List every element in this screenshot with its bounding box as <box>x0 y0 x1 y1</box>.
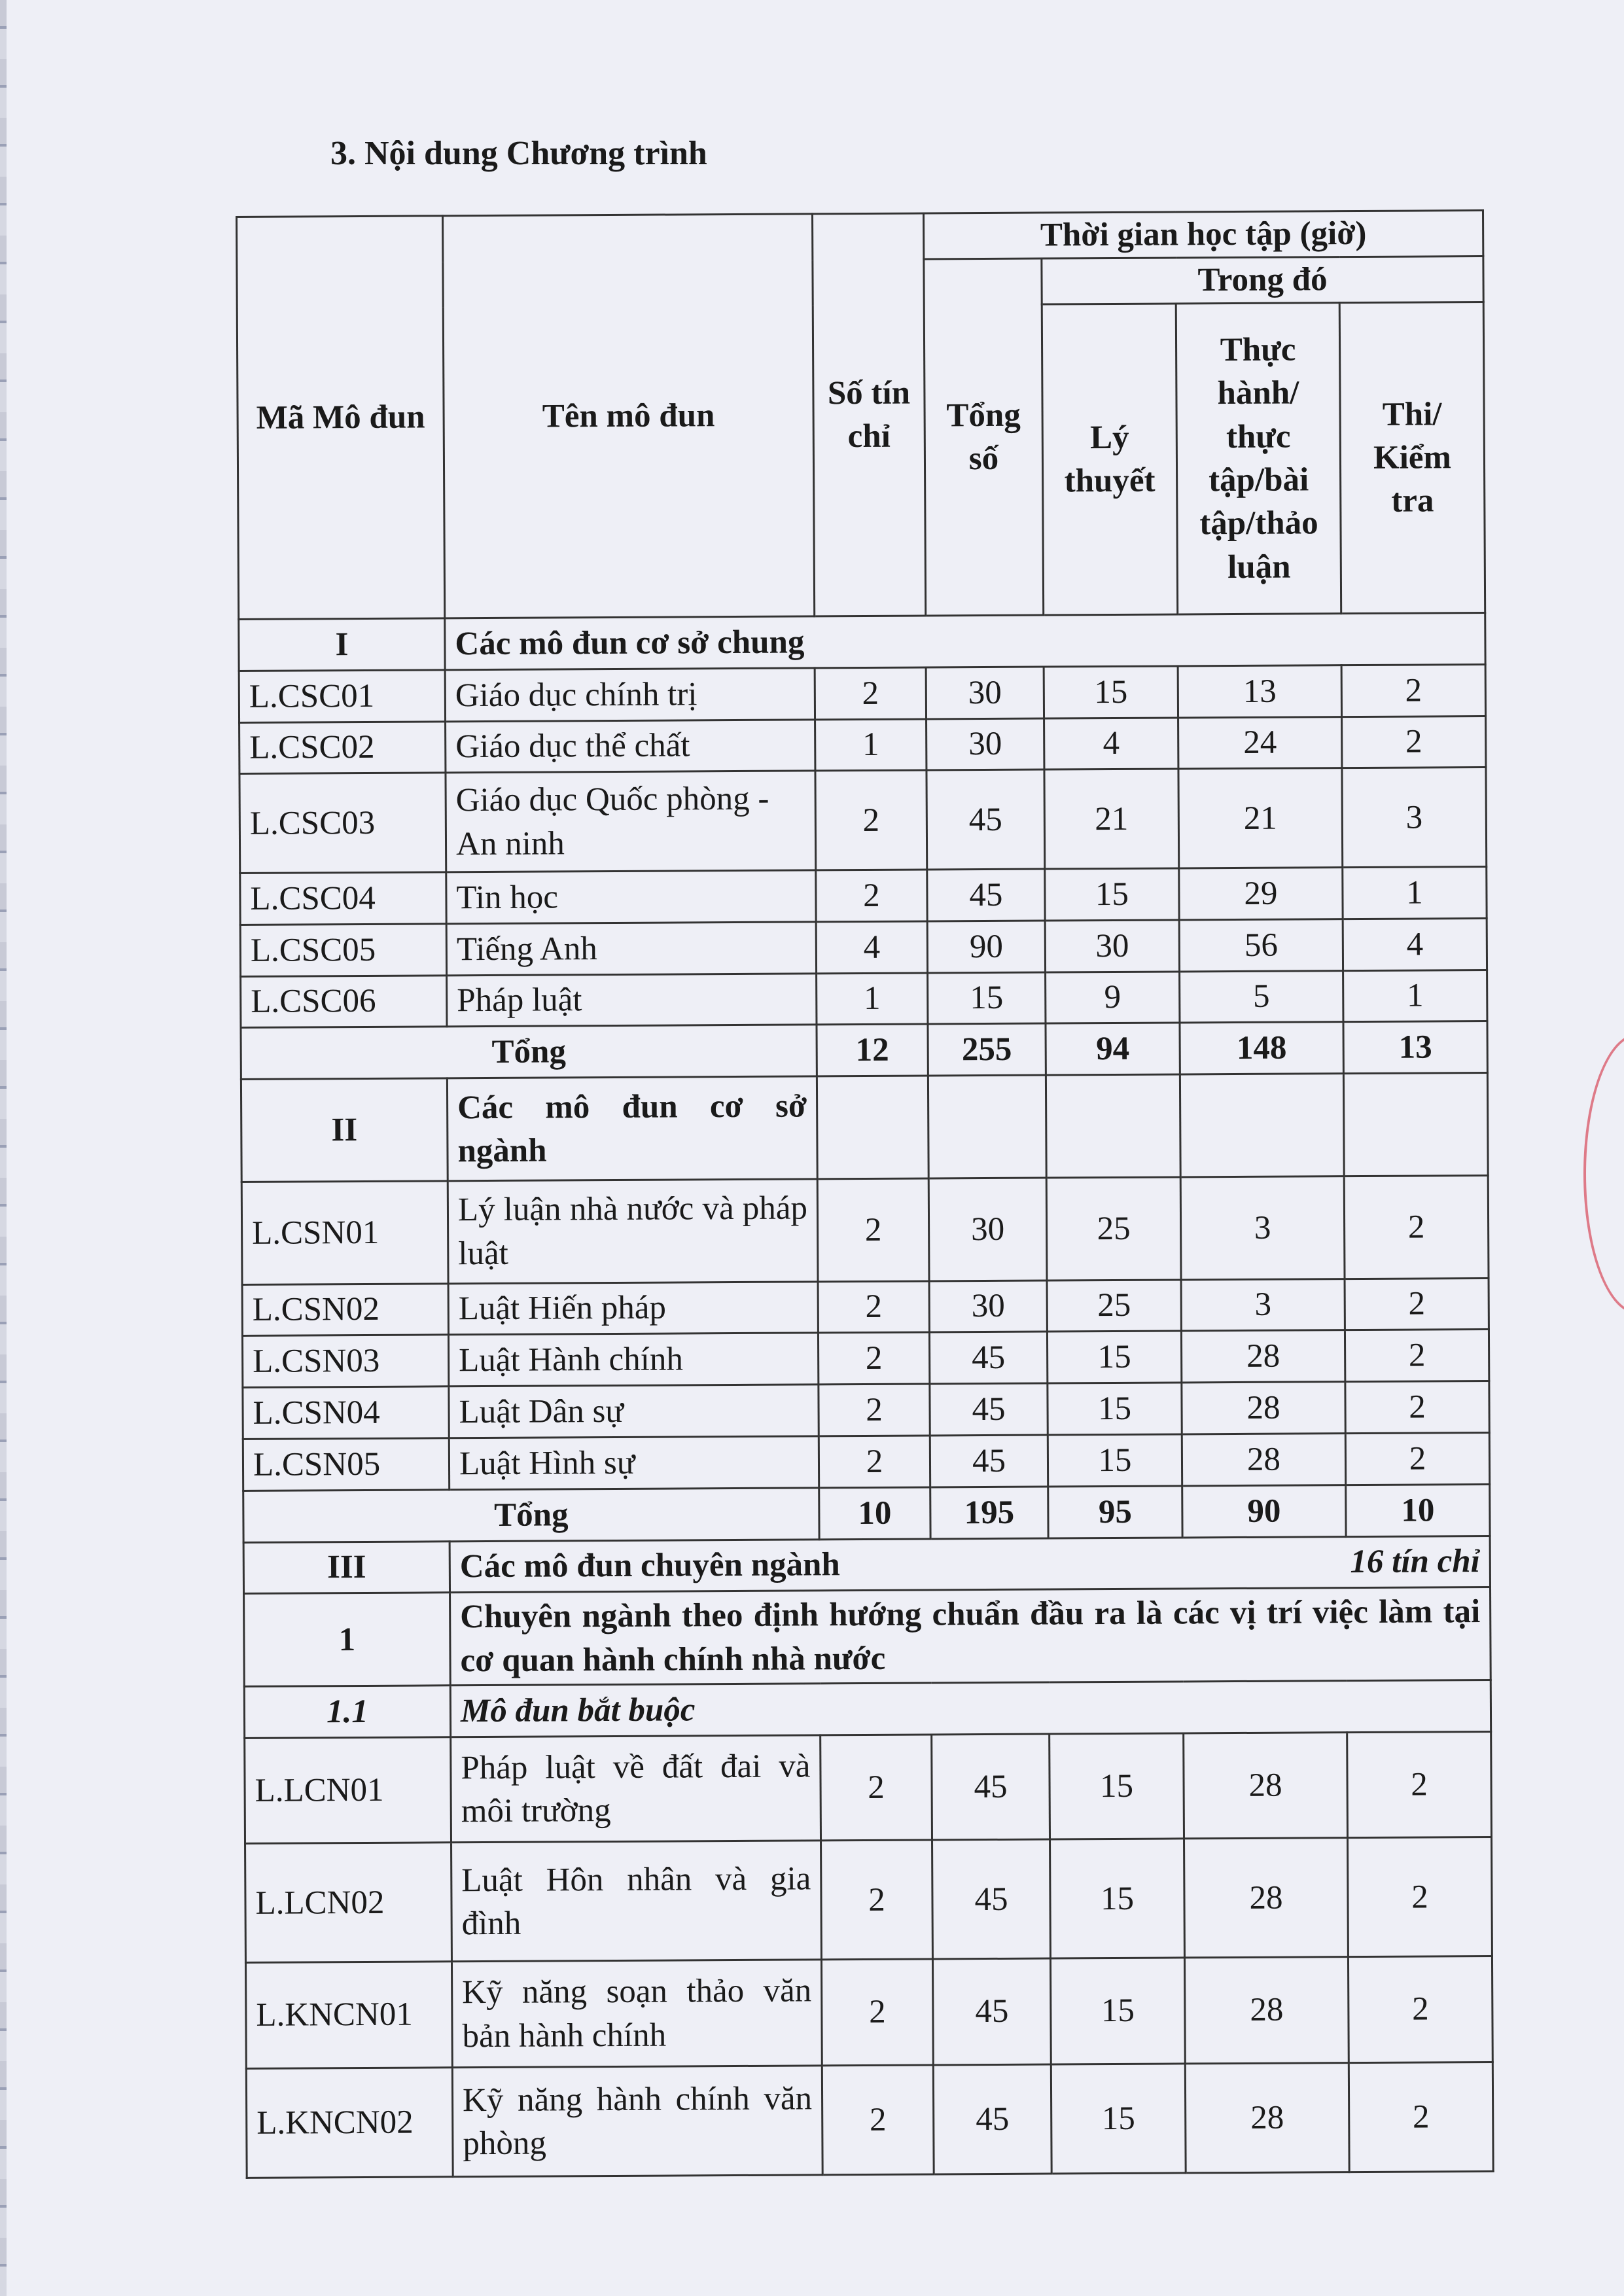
exam-cell: 1 <box>1343 970 1487 1022</box>
theory-cell: 15 <box>1044 666 1178 718</box>
col-header-code: Mã Mô đun <box>237 216 445 620</box>
credits-cell: 2 <box>821 1735 932 1841</box>
theory-cell: 15 <box>1051 2064 1186 2174</box>
module-name: Pháp luật về đất đai và môi trường <box>451 1735 821 1843</box>
total-hours-cell: 45 <box>927 869 1045 921</box>
practice-cell: 21 <box>1178 768 1343 868</box>
table-row <box>239 664 1485 722</box>
col-header-exam: Thi/ Kiểm tra <box>1339 302 1485 614</box>
practice-cell: 28 <box>1184 1732 1348 1839</box>
credits-cell: 2 <box>819 1436 930 1488</box>
exam-cell: 2 <box>1345 1381 1489 1434</box>
stamp-ring <box>1583 1034 1624 1314</box>
module-code: L.KNCN01 <box>245 1962 452 2068</box>
practice-cell: 28 <box>1185 2063 1349 2173</box>
col-header-total: Tổng số <box>924 258 1044 616</box>
col-header-of-which: Trong đó <box>1042 256 1483 305</box>
module-code: L.CSC01 <box>239 670 445 722</box>
col-header-credits: Số tín chỉ <box>812 213 925 616</box>
subgroup-code: 1.1 <box>244 1686 450 1738</box>
table-row <box>240 918 1487 976</box>
practice-cell: 56 <box>1179 919 1343 971</box>
empty-cell <box>1180 1074 1344 1177</box>
total-hours-cell: 30 <box>929 1280 1047 1333</box>
total-hours-cell: 90 <box>927 921 1045 973</box>
col-header-theory: Lý thuyết <box>1042 304 1177 615</box>
module-name: Kỹ năng soạn thảo văn bản hành chính <box>451 1960 822 2068</box>
module-name: Lý luận nhà nước và pháp luật <box>448 1179 818 1284</box>
empty-cell <box>817 1076 928 1179</box>
total-theory: 95 <box>1048 1486 1182 1538</box>
total-label: Tổng <box>243 1488 819 1542</box>
header-row-1 <box>237 211 1483 263</box>
practice-cell: 28 <box>1181 1330 1345 1383</box>
credits-cell: 2 <box>815 770 927 870</box>
col-header-name: Tên mô đun <box>443 214 815 618</box>
practice-cell: 28 <box>1182 1382 1345 1434</box>
module-name: Tin học <box>446 870 816 924</box>
table-row <box>246 2062 1493 2178</box>
module-code: L.CSN02 <box>242 1283 448 1335</box>
group-name: Các mô đun chuyên ngành <box>459 1546 840 1585</box>
module-name: Luật Hiến pháp <box>448 1281 818 1335</box>
col-header-practice: Thực hành/ thực tập/bài tập/thảo luận <box>1176 303 1341 614</box>
group-name-cell <box>450 1536 1490 1593</box>
credits-cell: 1 <box>815 719 927 771</box>
module-code: L.CSN03 <box>242 1335 448 1387</box>
col-header-time-group: Thời gian học tập (giờ) <box>923 211 1483 259</box>
total-hours-cell: 45 <box>929 1332 1047 1384</box>
practice-cell: 29 <box>1179 868 1343 920</box>
table-row <box>242 1330 1489 1388</box>
module-code: L.CSC02 <box>239 721 446 773</box>
credits-cell: 2 <box>818 1281 929 1333</box>
credits-cell: 2 <box>821 1840 933 1960</box>
module-code: L.CSC04 <box>240 872 446 925</box>
group-code: II <box>241 1078 448 1182</box>
module-name: Giáo dục Quốc phòng - An ninh <box>446 771 816 872</box>
curriculum-table <box>236 209 1494 2179</box>
theory-cell: 25 <box>1046 1177 1181 1280</box>
total-hours-cell: 45 <box>933 2064 1051 2174</box>
empty-cell <box>928 1075 1046 1178</box>
module-code: L.CSC03 <box>239 773 446 873</box>
total-theory: 94 <box>1046 1023 1180 1075</box>
group-name: Các mô đun cơ sở ngành <box>447 1076 817 1181</box>
exam-cell: 4 <box>1343 918 1487 970</box>
group-code: I <box>239 618 445 671</box>
module-code: L.CSC06 <box>241 975 447 1027</box>
exam-cell: 1 <box>1343 867 1487 919</box>
module-code: L.CSN01 <box>241 1181 448 1284</box>
exam-cell: 2 <box>1341 664 1485 716</box>
total-row <box>241 1021 1487 1080</box>
credits-cell: 2 <box>821 1959 933 2066</box>
scan-edge-artifact <box>0 0 7 2296</box>
section-heading: 3. Nội dung Chương trình <box>330 135 707 172</box>
theory-cell: 15 <box>1048 1434 1182 1487</box>
module-code: L.CSC05 <box>240 924 446 976</box>
total-hours-cell: 45 <box>930 1383 1048 1436</box>
credits-cell: 1 <box>817 973 928 1025</box>
group-row-III <box>243 1536 1490 1594</box>
group-row-II <box>241 1073 1488 1182</box>
table-row <box>245 1731 1492 1844</box>
table-row <box>245 1956 1492 2069</box>
module-name: Pháp luật <box>447 974 817 1027</box>
exam-cell: 2 <box>1345 1330 1489 1382</box>
practice-cell: 3 <box>1181 1279 1345 1331</box>
module-code: L.KNCN02 <box>246 2068 453 2178</box>
practice-cell: 28 <box>1184 1957 1349 2064</box>
exam-cell: 2 <box>1344 1175 1489 1279</box>
credits-cell: 2 <box>822 2065 934 2175</box>
credits-cell: 2 <box>815 667 926 720</box>
credits-cell: 4 <box>816 921 927 974</box>
theory-cell: 30 <box>1045 920 1179 972</box>
exam-cell: 2 <box>1347 1731 1492 1838</box>
theory-cell: 4 <box>1044 718 1178 770</box>
subgroup-row <box>244 1680 1491 1738</box>
total-hours: 195 <box>930 1487 1048 1539</box>
total-hours-cell: 15 <box>928 972 1046 1025</box>
theory-cell: 15 <box>1048 1383 1182 1435</box>
table-row <box>245 1837 1492 1963</box>
module-name: Luật Hôn nhân và gia đình <box>451 1841 822 1962</box>
total-hours-cell: 45 <box>932 1958 1051 2065</box>
exam-cell: 2 <box>1345 1278 1489 1330</box>
total-hours-cell: 30 <box>927 718 1044 771</box>
practice-cell: 13 <box>1178 665 1341 717</box>
credits-cell: 2 <box>819 1384 930 1436</box>
table-row <box>242 1278 1489 1336</box>
total-hours: 255 <box>928 1023 1046 1076</box>
theory-cell: 15 <box>1050 1958 1185 2064</box>
module-name: Giáo dục thể chất <box>446 719 815 773</box>
module-code: L.CSN04 <box>243 1386 449 1439</box>
table-row <box>241 1175 1489 1284</box>
exam-cell: 2 <box>1348 1837 1492 1957</box>
subgroup-row <box>244 1587 1491 1686</box>
credits-cell: 2 <box>817 1178 929 1282</box>
subgroup-name: Chuyên ngành theo định hướng chuẩn đầu ra là các vị trí việc làm tại cơ quan hành chính nhà nước <box>450 1587 1491 1686</box>
group-code: III <box>243 1541 450 1593</box>
subgroup-code: 1 <box>244 1593 451 1686</box>
practice-cell: 24 <box>1178 716 1342 769</box>
subgroup-name: Mô đun bắt buộc <box>450 1680 1491 1737</box>
module-name: Giáo dục chính trị <box>445 668 815 722</box>
module-name: Tiếng Anh <box>446 922 816 976</box>
module-code: L.LCN02 <box>245 1843 452 1963</box>
table-row <box>239 768 1487 874</box>
total-practice: 90 <box>1182 1485 1346 1537</box>
practice-cell: 28 <box>1182 1434 1345 1486</box>
module-code: L.LCN01 <box>245 1737 451 1844</box>
credits-cell: 2 <box>816 870 927 922</box>
total-hours-cell: 45 <box>930 1435 1048 1487</box>
table-row <box>241 970 1487 1028</box>
table-row <box>240 867 1487 925</box>
exam-cell: 2 <box>1349 2062 1493 2172</box>
exam-cell: 3 <box>1342 768 1487 868</box>
module-name: Luật Hành chính <box>448 1333 818 1386</box>
theory-cell: 21 <box>1044 769 1179 869</box>
table-row <box>243 1381 1489 1439</box>
table-row <box>243 1432 1489 1491</box>
group-credit-note: 16 tín chỉ <box>1350 1543 1480 1581</box>
group-row-I <box>239 613 1485 671</box>
empty-cell <box>1046 1074 1180 1178</box>
total-credits: 10 <box>819 1487 930 1540</box>
practice-cell: 3 <box>1180 1176 1345 1280</box>
total-hours-cell: 30 <box>928 1178 1047 1281</box>
theory-cell: 15 <box>1050 1839 1185 1958</box>
total-hours-cell: 45 <box>927 769 1045 870</box>
exam-cell: 2 <box>1345 1432 1489 1485</box>
module-name: Kỹ năng hành chính văn phòng <box>452 2066 822 2177</box>
total-credits: 12 <box>817 1024 928 1076</box>
theory-cell: 15 <box>1050 1733 1184 1840</box>
total-practice: 148 <box>1180 1022 1343 1074</box>
total-hours-cell: 45 <box>932 1839 1051 1959</box>
exam-cell: 2 <box>1342 716 1486 768</box>
credits-cell: 2 <box>818 1332 929 1385</box>
theory-cell: 9 <box>1046 972 1180 1024</box>
practice-cell: 28 <box>1184 1838 1349 1958</box>
theory-cell: 15 <box>1047 1331 1181 1383</box>
module-name: Luật Dân sự <box>449 1385 819 1438</box>
total-row <box>243 1484 1490 1542</box>
total-hours-cell: 30 <box>926 667 1044 719</box>
module-name: Luật Hình sự <box>449 1436 819 1490</box>
practice-cell: 5 <box>1180 970 1343 1023</box>
total-exam: 10 <box>1346 1484 1490 1536</box>
exam-cell: 2 <box>1348 1956 1492 2063</box>
group-name: Các mô đun cơ sở chung <box>445 613 1485 670</box>
total-exam: 13 <box>1343 1021 1487 1074</box>
table-row <box>239 716 1486 774</box>
total-hours-cell: 45 <box>932 1734 1050 1841</box>
theory-cell: 25 <box>1047 1280 1181 1332</box>
module-code: L.CSN05 <box>243 1438 449 1491</box>
empty-cell <box>1343 1073 1488 1176</box>
theory-cell: 15 <box>1045 868 1179 921</box>
total-label: Tổng <box>241 1025 817 1079</box>
